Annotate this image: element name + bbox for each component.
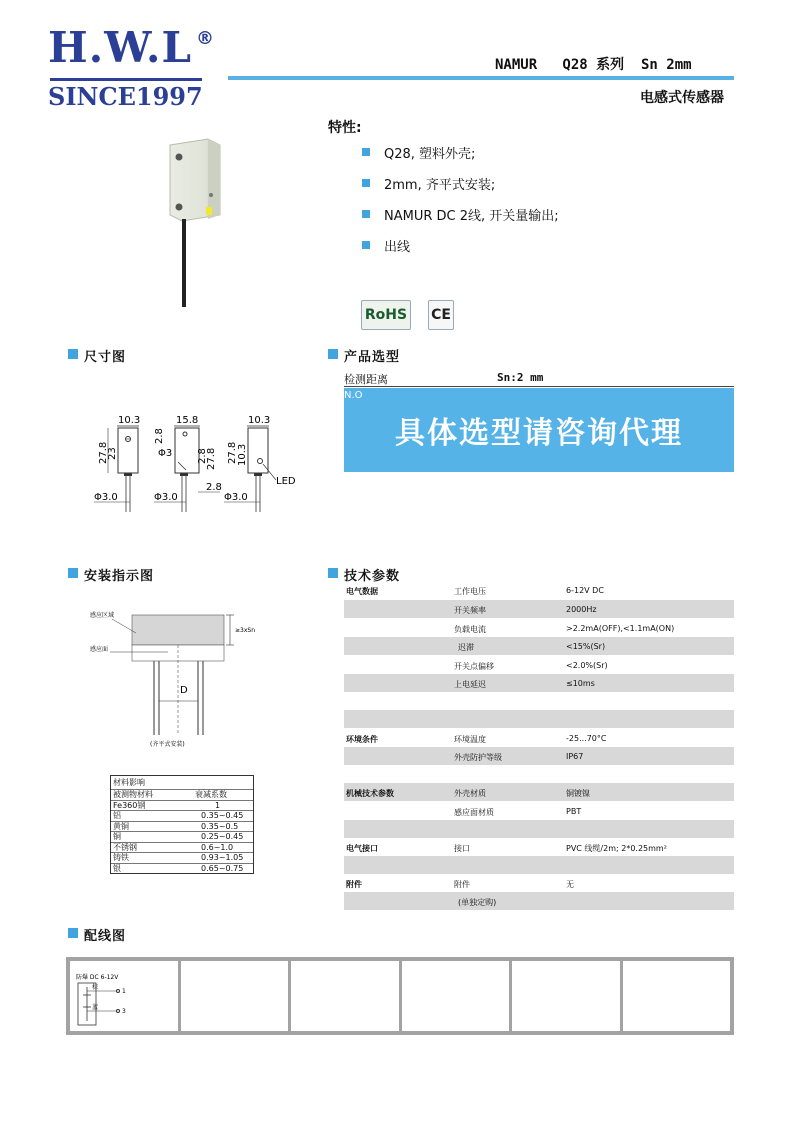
install-sense-label: 感应区域 <box>90 612 115 619</box>
bullet-icon <box>362 179 370 187</box>
install-caption: (齐平式安装) <box>150 741 185 748</box>
table-row <box>111 821 253 832</box>
spec-row: (单独定购) <box>344 892 734 910</box>
dim-h3: 2.8 <box>154 428 165 444</box>
dim-h8: 27.8 <box>227 441 238 464</box>
bullet-icon <box>362 241 370 249</box>
header-bar <box>228 76 734 80</box>
material-factor: 0.25~0.45 <box>201 832 244 841</box>
wiring-namur-diagram <box>72 965 182 1035</box>
dim-d1: Φ3.0 <box>94 492 118 503</box>
materials-header-material: 被测物材料 <box>113 790 153 799</box>
spec-row <box>344 820 734 838</box>
rohs-badge: RoHS <box>361 300 411 330</box>
material-name: 铜 <box>113 832 121 841</box>
section-marker-icon <box>68 928 78 938</box>
table-row <box>111 810 253 821</box>
feature-item: NAMUR DC 2线, 开关量输出; <box>384 209 559 224</box>
install-distance-label: ≥3xSn <box>235 627 256 634</box>
material-name: 铝 <box>113 811 121 820</box>
registered-mark: ® <box>196 28 214 49</box>
features-heading: 特性: <box>328 120 362 136</box>
bullet-icon <box>362 210 370 218</box>
feature-item: 2mm, 齐平式安装; <box>384 178 496 193</box>
spec-row: 感应面材质 PBT <box>454 807 582 817</box>
material-factor: 0.6~1.0 <box>201 842 234 852</box>
spec-row: 附件 附件 无 <box>346 880 574 889</box>
material-factor: 0.35~0.5 <box>201 821 239 831</box>
material-name: 铸铁 <box>113 853 129 862</box>
feature-item: 出线 <box>384 240 411 255</box>
section-selection-title: 产品选型 <box>344 350 401 365</box>
spec-row: 电气数据 工作电压 6-12V DC <box>346 586 604 596</box>
dim-h4: Φ3 <box>158 448 173 459</box>
dim-h7: 2.8 <box>206 482 222 493</box>
dim-w3: 10.3 <box>248 415 271 426</box>
section-dimensions-title: 尺寸图 <box>84 350 127 365</box>
material-name: 黄铜 <box>113 821 129 831</box>
selection-value: Sn:2 mm <box>497 371 544 384</box>
selection-header-row <box>344 371 734 387</box>
section-wiring-title: 配线图 <box>84 929 127 944</box>
materials-title: 材料影响 <box>113 778 145 787</box>
table-row <box>111 831 253 842</box>
spec-row: 负载电流 >2.2mA(OFF),<1.1mA(ON) <box>454 624 675 634</box>
spec-row: 开关频率 2000Hz <box>344 600 734 618</box>
section-install-title: 安装指示图 <box>84 569 155 584</box>
selection-label: 检测距离 <box>344 373 388 386</box>
table-row <box>111 852 253 863</box>
wiring-cell <box>512 961 623 1031</box>
spec-row <box>344 856 734 874</box>
section-marker-icon <box>328 349 338 359</box>
selection-banner-text: 具体选型请咨询代理 <box>395 416 683 451</box>
material-factor: 0.65~0.75 <box>201 863 244 873</box>
section-marker-icon <box>68 349 78 359</box>
page-subtitle: 电感式传感器 <box>640 90 724 106</box>
dim-h6: 27.8 <box>206 447 217 470</box>
wiring-diagram-grid <box>66 957 734 1035</box>
ce-badge: CE <box>428 300 454 330</box>
spec-row: 机械技术参数 外壳材质 铜镀镍 <box>344 783 734 801</box>
wiring-brown-label: 棕 <box>92 984 99 991</box>
spec-row <box>344 692 734 710</box>
dim-d3: Φ3.0 <box>224 492 248 503</box>
logo: H.W.L <box>48 23 193 72</box>
selection-no-label: N.O <box>344 390 363 401</box>
spec-row <box>344 710 734 728</box>
install-d-label: D <box>180 685 188 696</box>
spec-row: 电气接口 接口 PVC 线缆/2m; 2*0.25mm² <box>346 844 667 853</box>
table-row <box>111 800 253 811</box>
wiring-cell <box>291 961 402 1031</box>
dim-h5: 2.8 <box>197 448 208 464</box>
dimension-drawing <box>88 412 308 520</box>
material-name: 银 <box>113 863 121 873</box>
materials-header-factor: 衰减系数 <box>195 790 227 799</box>
logo-since: SINCE1997 <box>48 82 203 111</box>
wiring-blue-label: 蓝 <box>92 1004 99 1011</box>
material-factor: 0.93~1.05 <box>201 853 244 862</box>
dim-led: LED <box>276 476 296 487</box>
wiring-cell <box>181 961 292 1031</box>
material-factor: 0.35~0.45 <box>201 811 244 820</box>
spec-row: 外壳防护等级 IP67 <box>344 747 734 765</box>
logo-divider <box>50 78 202 81</box>
material-name: 不锈钢 <box>113 842 137 852</box>
wiring-title: 防爆 DC 6-12V <box>76 974 119 981</box>
material-factor: 1 <box>215 800 221 810</box>
spec-row: 开关点偏移 <2.0%(Sr) <box>454 661 608 671</box>
page-title: NAMUR Q28 系列 Sn 2mm <box>495 57 692 73</box>
dim-h9: 10.3 <box>237 443 248 466</box>
bullet-icon <box>362 148 370 156</box>
spec-row: 上电延迟 ≤10ms <box>344 674 734 692</box>
dim-h1: 27.8 <box>98 441 109 464</box>
section-marker-icon <box>328 568 338 578</box>
table-row <box>111 842 253 853</box>
dim-w1: 10.3 <box>118 415 141 426</box>
spec-row: 环境条件 环境温度 -25...70°C <box>346 734 607 744</box>
wiring-cell <box>623 961 731 1031</box>
material-name: Fe360钢 <box>113 800 146 810</box>
dim-h2: 23 <box>107 447 118 460</box>
section-tech-title: 技术参数 <box>344 569 401 584</box>
wiring-pin-3: 3 <box>122 1008 126 1015</box>
table-row <box>111 863 253 874</box>
product-photo <box>160 135 230 310</box>
wiring-cell <box>70 961 181 1031</box>
wiring-pin-1: 1 <box>122 988 126 995</box>
materials-header <box>111 789 253 800</box>
feature-item: Q28, 塑料外壳; <box>384 147 476 162</box>
section-marker-icon <box>68 568 78 578</box>
spec-row: 迟滞 <15%(Sr) <box>344 637 734 655</box>
dim-d2: Φ3.0 <box>154 492 178 503</box>
dim-w2: 15.8 <box>176 415 199 426</box>
install-diagram <box>88 605 268 755</box>
spec-row <box>344 765 734 783</box>
wiring-cell <box>402 961 513 1031</box>
install-face-label: 感应面 <box>90 646 109 653</box>
materials-table <box>110 775 254 874</box>
